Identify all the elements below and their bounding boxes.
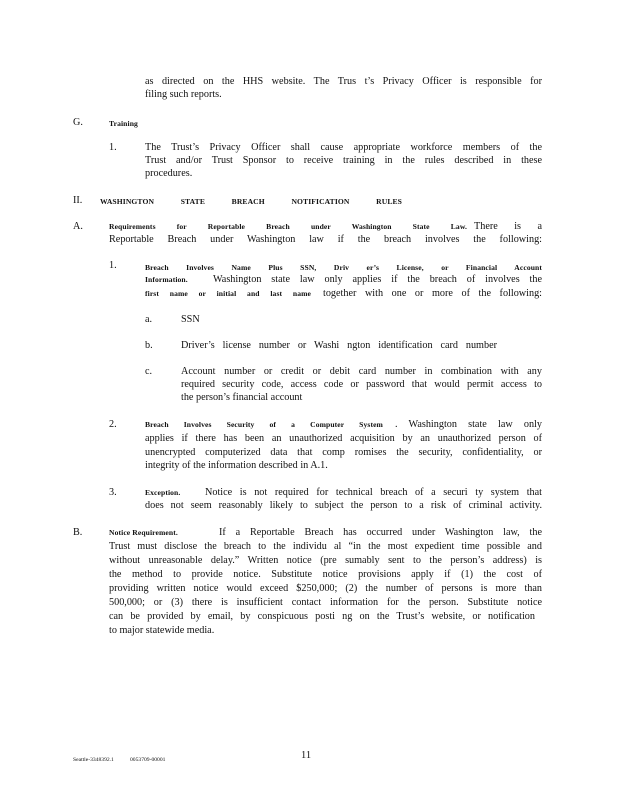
list-item: SSN [181,314,200,325]
intro-line: filing such reports. [145,89,222,100]
section-ii-heading: WASHINGTON STATE BREACH NOTIFICATION RULES [100,197,402,206]
paragraph-text: together with one or more of the following: [323,288,542,299]
paragraph-line: the method to provide notice. Substitute notice provisions apply if (1) the cost of [109,569,542,580]
section-ii-label: II. [73,195,83,206]
paragraph-text: If a Reportable Breach has occurred under Washington law, the [219,527,542,538]
subsection-line [145,287,542,300]
paragraph-text: Washington state law only applies if the breach of involves the [213,274,542,285]
subsection-heading: Exception. [145,488,181,497]
paragraph-line: unencrypted computerized data that comp romises the security, confidentiality, or [145,447,542,458]
section-b-first-line [109,526,542,539]
paragraph-line: procedures. [145,168,193,179]
paragraph-line: applies if there has been an unauthorized acquisition by an unauthorized person of [145,433,542,444]
subsection-heading: Breach Involves Name Plus SSN, Driv er’s License, or Financial Account [145,263,542,272]
page-number: 11 [301,750,312,761]
section-g-label: G. [73,117,83,128]
list-letter: c. [145,366,153,377]
intro-line: as directed on the HHS website. The Trus t’s Privacy Officer is responsible for [145,76,542,87]
paragraph-text: Notice is not required for technical breach of a securi ty system that [205,487,542,498]
list-item: required security code, access code or password that would permit access to [181,379,542,390]
subsection-heading: Breach Involves Security of a Computer System [145,420,383,429]
list-letter: b. [145,340,153,351]
footer-matter-number: 0053709-00001 [130,757,166,763]
list-item: Driver’s license number or Washi ngton identification card number [181,340,497,351]
paragraph-text: There is a [474,221,542,232]
section-b-label: B. [73,527,83,538]
paragraph-line: integrity of the information described in A.1. [145,460,328,471]
section-a-first-line [109,220,542,233]
paragraph-line: 500,000; or (3) there is insufficient contact information for the person. Substitute notice [109,597,542,608]
section-a-label: A. [73,221,83,232]
paragraph-line: does not seem reasonably likely to subject the person to a risk of criminal activity. [145,500,542,511]
list-item: the person’s financial account [181,392,303,403]
paragraph-line: Trust and/or Trust Sponsor to receive training in the rules described in these [145,155,542,166]
section-g-heading: Training [109,119,138,128]
subsection-line [145,418,542,431]
section-a-heading: Requirements for Reportable Breach under Washington State Law. [109,222,467,231]
footer-doc-id: Seattle-3348392.1 [73,757,114,763]
paragraph-line: to major statewide media. [109,625,215,636]
list-number: 1. [109,142,117,153]
paragraph-line: can be provided by email, by conspicuous posti ng on the Trust’s website, or notification [109,611,535,622]
section-b-heading: Notice Requirement. [109,528,178,537]
list-item: Account number or credit or debit card number in combination with any [181,366,542,377]
list-letter: a. [145,314,153,325]
paragraph-line: Reportable Breach under Washington law if the breach involves the following: [109,234,542,245]
paragraph-text: . Washington state law only [395,419,542,430]
emphasis-text: first name or initial and last name [145,289,311,298]
paragraph-line: without unreasonable delay.” Written notice (pre sumably sent to the person’s address) is [109,555,542,566]
list-number: 1. [109,260,117,271]
subsection-heading: Information. [145,275,188,284]
list-number: 3. [109,487,117,498]
paragraph-line: providing written notice would exceed $250,000; (2) the number of persons is more than [109,583,542,594]
subsection-line [145,486,542,499]
list-number: 2. [109,419,117,430]
paragraph-line: The Trust’s Privacy Officer shall cause appropriate workforce members of the [145,142,542,153]
paragraph-line: Trust must disclose the breach to the individu al “in the most expedient time possible and [109,541,542,552]
subsection-line [145,273,542,286]
